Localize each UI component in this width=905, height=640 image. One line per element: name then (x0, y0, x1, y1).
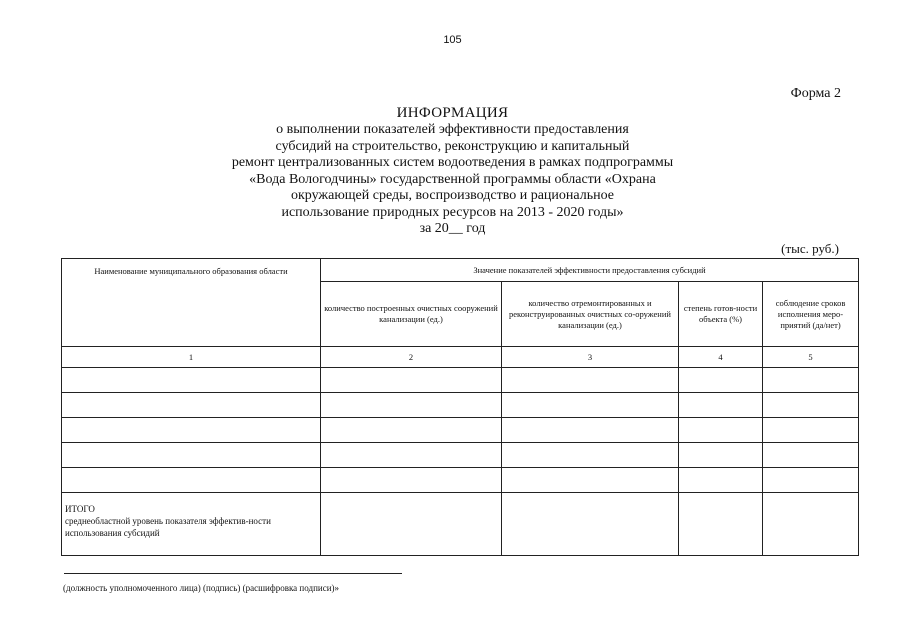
title-line: о выполнении показателей эффективности предоставления (276, 122, 629, 137)
table-cell (502, 443, 679, 468)
table-cell (321, 418, 502, 443)
title-line: субсидий на строительство, реконструкцию и капитальный (275, 138, 630, 154)
table-row (62, 368, 859, 393)
table-cell (763, 468, 859, 493)
total-row (62, 493, 859, 556)
table-cell (763, 393, 859, 418)
table-cell (763, 418, 859, 443)
table-cell (62, 468, 321, 493)
header-built-facilities: количество построенных очистных сооружений канализации (ед.) (321, 282, 502, 347)
table-cell (763, 368, 859, 393)
table-row (62, 443, 859, 468)
column-number: 3 (502, 347, 679, 368)
header-repaired-facilities: количество отремонтированных и реконструированных очистных со-оружений канализации (ед.) (502, 282, 679, 347)
table-cell (502, 493, 679, 556)
header-indicator-group: Значение показателей эффективности предоставления субсидий (321, 259, 859, 282)
table-cell (62, 368, 321, 393)
table-cell (321, 368, 502, 393)
table-cell (502, 393, 679, 418)
title-line: ремонт централизованных систем водоотведения в рамках подпрограммы (231, 155, 674, 170)
table-cell (679, 493, 763, 556)
column-number: 4 (679, 347, 763, 368)
title-line: окружающей среды, воспроизводство и рациональное (291, 188, 614, 203)
table-row (62, 418, 859, 443)
document-title (0, 104, 905, 238)
report-table (61, 258, 859, 556)
total-title: ИТОГО (65, 504, 95, 514)
table-cell (502, 468, 679, 493)
table-cell (502, 418, 679, 443)
page-number: 105 (443, 34, 462, 46)
signature-line (64, 573, 402, 574)
table-cell (679, 443, 763, 468)
table-cell (321, 493, 502, 556)
title-line: использование природных ресурсов на 2013 - 2020 годы» (281, 204, 624, 220)
table-cell (62, 443, 321, 468)
table-row (62, 393, 859, 418)
table-cell (679, 368, 763, 393)
form-label: Форма 2 (790, 86, 841, 101)
table-cell (62, 393, 321, 418)
signature-caption: (должность уполномоченного лица) (подпись) (расшифровка подписи)» (63, 583, 340, 593)
column-number: 2 (321, 347, 502, 368)
header-readiness: степень готов-ности объекта (%) (679, 282, 763, 347)
title-year-line: за 20__ год (419, 221, 486, 236)
title-line: «Вода Вологодчины» государственной программы области «Охрана (249, 171, 656, 187)
table-cell (679, 468, 763, 493)
column-number: 5 (763, 347, 859, 368)
title-main: ИНФОРМАЦИЯ (396, 105, 509, 121)
units-label: (тыс. руб.) (781, 241, 839, 256)
table-cell (321, 468, 502, 493)
table-row (62, 468, 859, 493)
column-number: 1 (62, 347, 321, 368)
table-cell (763, 493, 859, 556)
header-municipality: Наименование муниципального образования области (62, 259, 321, 347)
table-cell (62, 418, 321, 443)
table-cell (763, 443, 859, 468)
table-cell (502, 368, 679, 393)
table-cell (321, 393, 502, 418)
table-cell (679, 393, 763, 418)
table-cell (321, 443, 502, 468)
table-cell (679, 418, 763, 443)
header-deadlines: соблюдение сроков исполнения меро-приятий (да/нет) (763, 282, 859, 347)
total-label (62, 493, 321, 556)
total-description: среднеобластной уровень показателя эффектив-ности использования субсидий (65, 516, 271, 538)
